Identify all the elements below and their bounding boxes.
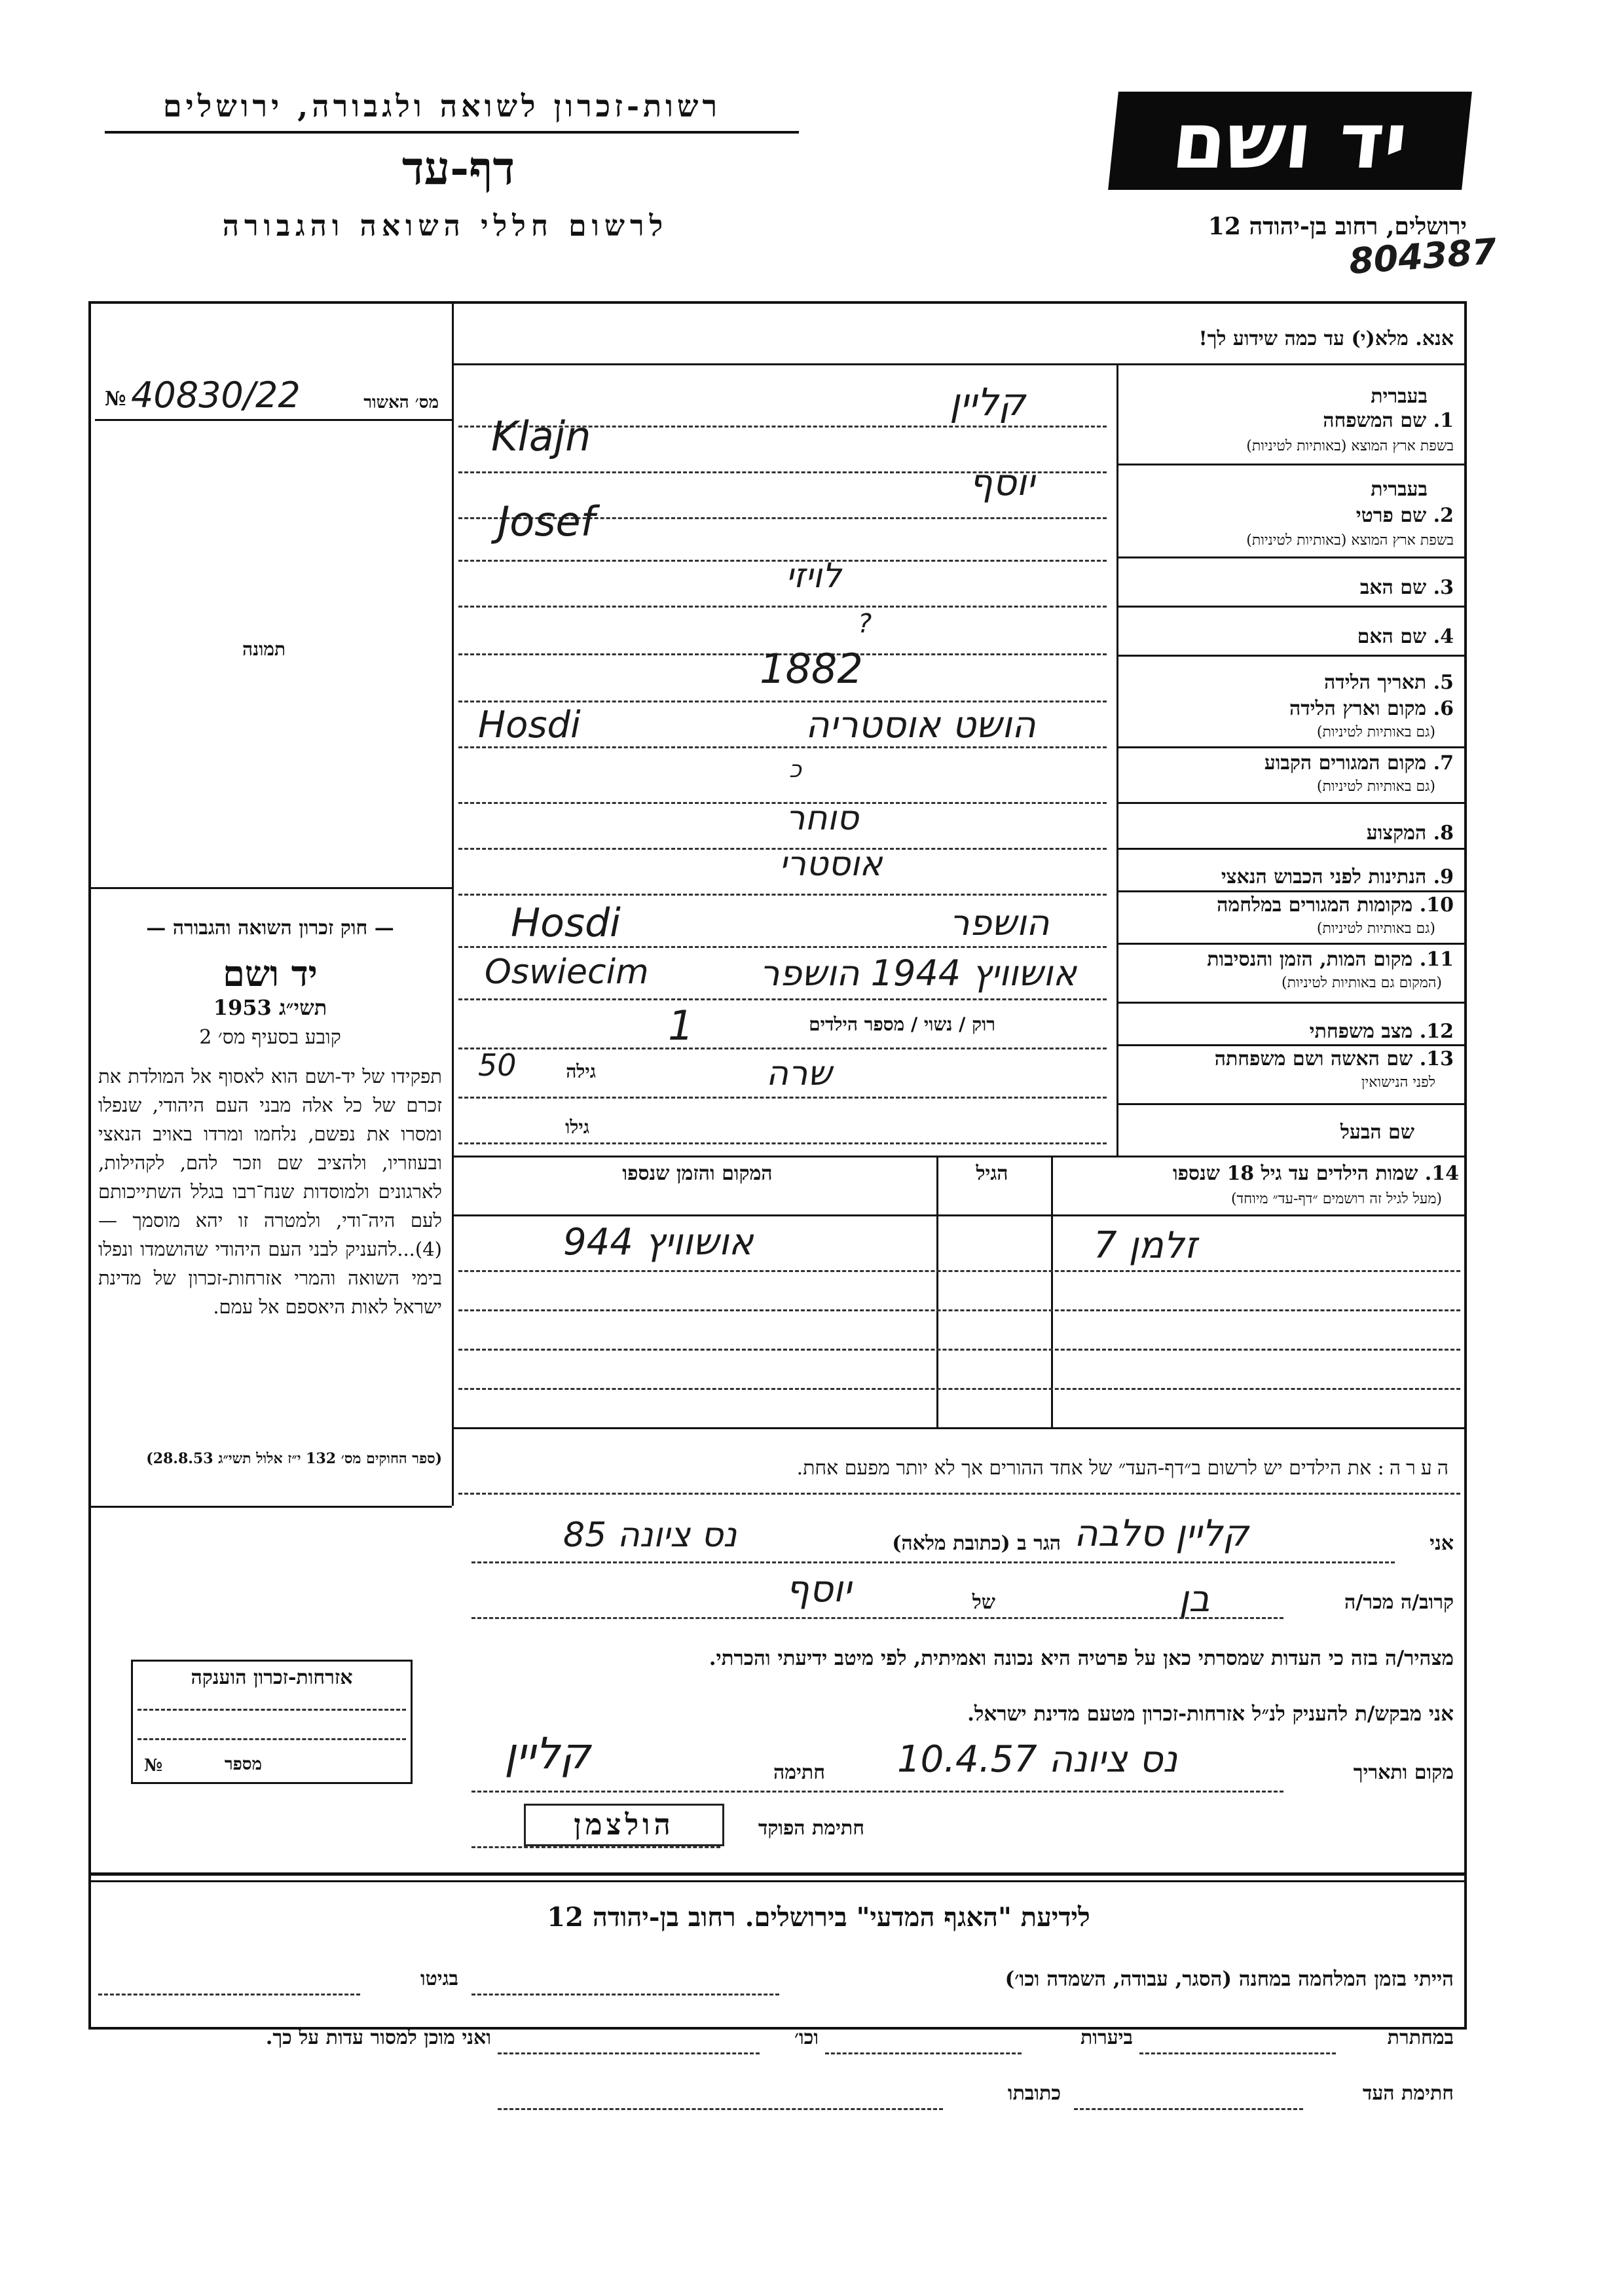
- husband-age-label: גילו: [565, 1116, 589, 1138]
- field-2-latin-value: Josef: [498, 498, 595, 545]
- field-1-sub: בשפת ארץ המוצא (באותיות לטיניות): [1246, 438, 1454, 454]
- footer-line2-end: ואני מוכן למסור עדות על כך.: [265, 2026, 491, 2049]
- field-8-rule: [1116, 848, 1467, 850]
- field-5-label: 5. תאריך הלידה: [1324, 671, 1454, 694]
- field-13-value: שרה: [766, 1054, 832, 1093]
- field-6-rule: [1116, 746, 1467, 748]
- children-col-divider-2: [936, 1156, 938, 1427]
- field-12-rule: [1116, 1044, 1467, 1046]
- law-box-name: יד ושם: [223, 953, 318, 994]
- field-4-rule: [1116, 655, 1467, 657]
- decl-of-label: של: [972, 1591, 995, 1614]
- address-line: ירושלים, רחוב בן-יהודה 12: [1208, 213, 1467, 240]
- field-2-hebrew-value: יוסף: [969, 462, 1035, 504]
- field-11-sub: (המקום גם באותיות לטיניות): [1282, 975, 1442, 991]
- registration-no-mark: №: [105, 388, 126, 410]
- note-label: הערה:: [1377, 1457, 1454, 1480]
- field-7-rule: [1116, 802, 1467, 804]
- field-2-hebrew-tag: בעברית: [1371, 478, 1428, 501]
- children-bottom-rule: [452, 1427, 1467, 1429]
- value-line-16: [458, 1142, 1107, 1144]
- children-col-place: המקום והזמן שנספו: [622, 1162, 773, 1185]
- footer-line3-a: חתימת העד: [1362, 2082, 1454, 2105]
- decl-line-4: [471, 1846, 720, 1848]
- left-column-divider: [452, 301, 454, 1427]
- children-subtitle: (מעל לגיל זה רושמים ״דף-עד״ מיוחד): [1230, 1191, 1442, 1207]
- footer-line1-label: הייתי בזמן המלחמה במחנה (הסגר, עבודה, השמדה וכו׳): [1005, 1967, 1454, 1991]
- field-7-sub: (גם באותיות לטיניות): [1316, 778, 1435, 795]
- honorary-line-1: [138, 1709, 406, 1711]
- decl-i-label: אני: [1430, 1532, 1454, 1555]
- registration-rule: [95, 419, 452, 421]
- field-11-rule: [1116, 1002, 1467, 1004]
- yad-vashem-logo: יד ושם: [1108, 92, 1472, 190]
- field-9-rule: [1116, 890, 1467, 892]
- decl-statement: מצהיר/ה בזה כי העדות שמסרתי כאן על פרטיה היא נכונה ואמיתית, לפי מיטב ידיעתי והכרתי.: [709, 1647, 1454, 1670]
- authority-line: רשות-זכרון לשואה ולגבורה, ירושלים: [162, 88, 722, 124]
- note-line: [478, 1457, 1454, 1480]
- footer-line2-a: במחתרת: [1387, 2026, 1454, 2049]
- field-3-value: לויזי: [786, 556, 841, 596]
- value-line-11: [458, 894, 1107, 896]
- honorary-line-2: [138, 1738, 406, 1740]
- decl-i-value: קליין סלבה: [1074, 1512, 1249, 1555]
- honorary-box-title: אזרחות-זכרון הוענקה: [191, 1666, 353, 1689]
- field-12-value: 1: [668, 1002, 694, 1049]
- value-line-13: [458, 998, 1107, 1000]
- children-col-age: הגיל: [976, 1162, 1008, 1185]
- decl-line-3: [471, 1791, 1283, 1793]
- footer-line2-b: ביערות: [1080, 2026, 1133, 2049]
- field-9-label: 9. הנתינות לפני הכבוש הנאצי: [1221, 866, 1454, 888]
- decl-signature-label: חתימה: [773, 1761, 825, 1784]
- form-title: דף-עד: [401, 141, 515, 195]
- footer-line2-blank-b: [825, 2052, 1022, 2054]
- field-6-label: 6. מקום וארץ הלידה: [1289, 697, 1454, 720]
- decl-of-value: יוסף: [786, 1568, 851, 1611]
- field-10-rule: [1116, 943, 1467, 945]
- children-col-divider-1: [1051, 1156, 1053, 1427]
- law-box-title: — חוק זכרון השואה והגבורה —: [146, 917, 394, 939]
- decl-line-1: [471, 1561, 1395, 1563]
- field-8-label: 8. המקצוע: [1366, 822, 1454, 845]
- footer-line1-tail: [98, 1994, 360, 1995]
- field-11-latin-value: Oswiecim: [485, 953, 649, 992]
- label-column-divider: [1116, 363, 1118, 1156]
- field-6-sub: (גם באותיות לטיניות): [1316, 724, 1435, 740]
- law-box-right-rule: [452, 1427, 454, 1506]
- child-line-4: [458, 1388, 1460, 1390]
- field-8-value: סוחר: [786, 799, 859, 838]
- decl-resides-label: הגר ב (כתובת מלאה): [892, 1532, 1061, 1555]
- field-10-hebrew-value: הושפר: [950, 902, 1050, 943]
- children-title: 14. שמות הילדים עד גיל 18 שנספו: [1172, 1162, 1459, 1185]
- value-line-8: [458, 746, 1107, 748]
- instruction-text: אנא. מלא(י) עד כמה שידוע לך!: [1198, 327, 1454, 350]
- instruction-row-rule: [452, 363, 1467, 365]
- law-box-year: תשי״ג 1953: [213, 995, 327, 1020]
- field-10-label: 10. מקומות המגורים במלחמה: [1217, 894, 1454, 917]
- field-1-label: 1. שם המשפחה: [1323, 409, 1454, 432]
- field-6-latin-value: Hosdi: [478, 704, 581, 746]
- field-2-label: 2. שם פרטי: [1356, 504, 1454, 527]
- field-6-hebrew-value: הושט אוסטריה: [805, 704, 1036, 746]
- field-13-rule: [1116, 1103, 1467, 1105]
- field-13-sub: לפני הנישואין: [1361, 1074, 1435, 1091]
- value-line-14: [458, 1048, 1107, 1049]
- child-line-3: [458, 1349, 1460, 1351]
- decl-relative-label: קרוב/ה מכר/ה: [1344, 1591, 1454, 1614]
- field-1-rule: [1116, 464, 1467, 465]
- field-1-latin-value: Klajn: [491, 412, 591, 460]
- child-line-1: [458, 1270, 1460, 1272]
- stamp-number: 804387: [1348, 230, 1498, 282]
- note-rule: [458, 1493, 1460, 1495]
- decl-relative-value: בן: [1179, 1578, 1210, 1620]
- field-12-status-options: רוק / נשוי / מספר הילדים: [809, 1013, 995, 1035]
- child-1-place: אושוויץ 944: [563, 1221, 754, 1264]
- law-box-bottom-rule: [88, 1506, 452, 1508]
- field-1-hebrew-value: קליין: [950, 380, 1025, 424]
- law-box-source: (ספר החוקים מס׳ 132 י״ז אלול תשי״ג 28.8.53): [146, 1450, 442, 1467]
- decl-place-date-value: נס ציונה 10.4.57: [897, 1738, 1178, 1781]
- footer-line2-blank-a: [1139, 2052, 1336, 2054]
- field-2-rule: [1116, 556, 1467, 558]
- footer-rule-1: [88, 1872, 1467, 1876]
- decl-official-label: חתימת הפוקד: [758, 1817, 864, 1840]
- footer-rule-2: [88, 1880, 1467, 1882]
- field-3-rule: [1116, 606, 1467, 608]
- field-5-value: 1882: [760, 645, 863, 693]
- decl-signature-value: קליין: [504, 1728, 591, 1779]
- field-4-value: ?: [858, 609, 872, 639]
- value-line-7: [458, 701, 1107, 702]
- law-box-body: תפקידו של יד-ושם הוא לאסוף אל המולדת את זכרם של כל אלה מבני העם היהודי, שנפלו ומסרו את נפשם, נלחמו ומרדו באויב הנאצי ובעוזריו, ולהציב שם וזכר להם, לקהילות, לארגונים ולמוסדות שנח־רבו בגלל השתייכותם לעם היה־ודי, ולמטרה זו יהא מוסמך — (4)...להעניק לבני העם היהודי שהושמדו ונפלו בימי השואה והמרי אזרחות-זכרון של מדינת ישראל לאות היאספם אל עמם.: [98, 1065, 442, 1318]
- footer-line1-end: בגיטו: [420, 1967, 458, 1990]
- footer-line3-blank-b: [498, 2108, 943, 2110]
- field-13-label: 13. שם האשה ושם משפחתה: [1214, 1048, 1454, 1070]
- decl-request: אני מבקש/ת להעניק לנ״ל אזרחות-זכרון מטעם מדינת ישראל.: [967, 1702, 1454, 1726]
- footer-line2-blank-c: [498, 2052, 760, 2054]
- honorary-no-mark: №: [144, 1756, 163, 1776]
- labels-bottom-rule: [452, 1156, 1467, 1157]
- field-13-age-value: 50: [478, 1048, 517, 1083]
- field-7-label: 7. מקום המגורים הקבוע: [1264, 752, 1454, 774]
- note-text: את הילדים יש לרשום ב״דף-העד״ של אחד ההורים אך לא יותר מפעם אחת.: [796, 1457, 1372, 1480]
- field-12-label: 12. מצב משפחתי: [1309, 1020, 1454, 1043]
- decl-line-2: [471, 1617, 1283, 1619]
- footer-line1-blank: [471, 1994, 779, 1995]
- field-11-label: 11. מקום המות, הזמן והנסיבות: [1207, 948, 1454, 971]
- field-7-value: כ: [789, 756, 802, 783]
- honorary-number-label: מספר: [224, 1755, 262, 1774]
- child-1-name: זלמן 7: [1094, 1224, 1197, 1267]
- value-line-9: [458, 802, 1107, 804]
- footer-line3-blank-a: [1074, 2108, 1303, 2110]
- field-2-sub: בשפת ארץ המוצא (באותיות לטיניות): [1246, 532, 1454, 549]
- photo-label: תמונה: [242, 638, 286, 660]
- field-11-hebrew-value: אושוויץ 1944 הושפר: [760, 953, 1077, 994]
- value-line-4: [458, 560, 1107, 562]
- value-line-15: [458, 1097, 1107, 1099]
- decl-place-date-label: מקום ותאריך: [1353, 1761, 1454, 1784]
- footer-line3-b: כתובתו: [1007, 2082, 1061, 2105]
- law-box-section: קובע בסעיף מס׳ 2: [199, 1026, 341, 1049]
- footer-heading: לידיעת "האגף המדעי" בירושלים. רחוב בן-יהודה 12: [547, 1902, 1090, 1933]
- registration-value: 40830/22: [131, 374, 301, 416]
- authority-underline: [105, 131, 799, 134]
- decl-resides-value: נס ציונה 85: [563, 1516, 737, 1555]
- decl-official-stamp: הולצמן: [524, 1804, 724, 1846]
- footer-line2-c: וכו׳: [794, 2026, 819, 2049]
- field-1-hebrew-tag: בעברית: [1371, 385, 1428, 408]
- children-header-rule: [452, 1214, 1467, 1216]
- law-box-top-rule: [88, 887, 452, 889]
- registration-label: מס׳ האשור: [363, 393, 439, 412]
- value-line-12: [458, 946, 1107, 948]
- value-line-5: [458, 606, 1107, 608]
- field-13-age-label: גילה: [566, 1061, 596, 1082]
- field-4-label: 4. שם האם: [1357, 625, 1454, 648]
- field-10-sub: (גם באותיות לטיניות): [1316, 920, 1435, 937]
- field-10-latin-value: Hosdi: [511, 900, 621, 946]
- field-3-label: 3. שם האב: [1359, 576, 1454, 599]
- form-subtitle: לרשום חללי השואה והגבורה: [222, 210, 669, 243]
- child-line-2: [458, 1309, 1460, 1311]
- field-9-value: אוסטרי: [779, 845, 883, 884]
- husband-label: שם הבעל: [1340, 1121, 1414, 1144]
